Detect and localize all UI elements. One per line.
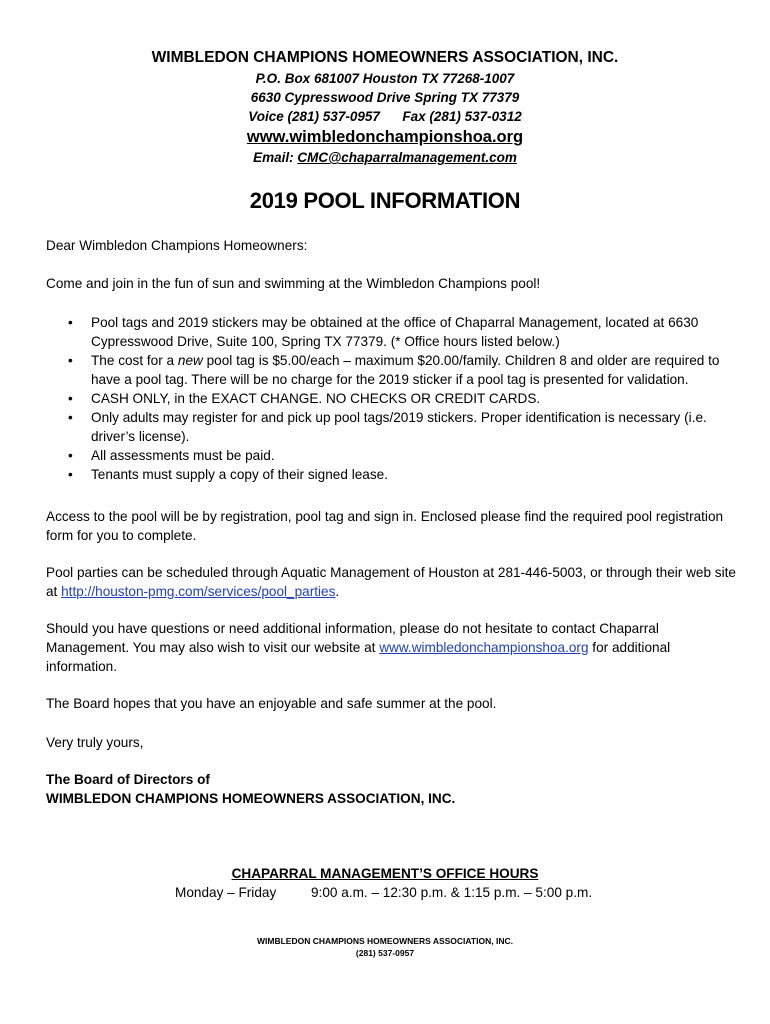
list-item: • All assessments must be paid. [68,448,275,463]
footer-org-name: WIMBLEDON CHAMPIONS HOMEOWNERS ASSOCIATION, INC. [257,936,513,946]
phone-line [0,109,770,124]
bullet-icon: • [68,467,73,482]
list-item: • Only adults may register for and pick up pool tags/2019 stickers. Proper identification is necessary (i.e. driver’s license). [68,410,707,444]
email-label: Email: [253,150,298,165]
board-hope-paragraph: The Board hopes that you have an enjoyable and safe summer at the pool. [46,696,497,711]
bullet-icon: • [68,410,73,425]
website-line [0,128,770,147]
list-item: • CASH ONLY, in the EXACT CHANGE. NO CHECKS OR CREDIT CARDS. [68,391,541,406]
email-link[interactable]: CMC@chaparralmanagement.com [297,150,517,165]
bullet-icon: • [68,315,73,330]
org-name-heading: WIMBLEDON CHAMPIONS HOMEOWNERS ASSOCIATION, INC. [151,49,619,66]
street-address-line: 6630 Cypresswood Drive Spring TX 77379 [250,90,520,105]
email-line [0,150,770,165]
pool-parties-paragraph: Pool parties can be scheduled through Aquatic Management of Houston at 281-446-5003, or through their web site at http://houston-pmg.com/services/pool_parties. [46,565,736,599]
pool-rules-list [46,313,736,484]
signature-line-2: WIMBLEDON CHAMPIONS HOMEOWNERS ASSOCIATION, INC. [46,791,456,806]
bullet-icon: • [68,391,73,406]
emphasis-new: new [177,353,203,368]
office-days: Monday – Friday [175,885,277,900]
closing-line: Very truly yours, [46,735,144,750]
list-item: • Tenants must supply a copy of their signed lease. [68,467,388,482]
po-box-line: P.O. Box 681007 Houston TX 77268-1007 [255,71,515,86]
list-item: • The cost for a new pool tag is $5.00/each – maximum $20.00/family. Children 8 and older are required to have a pool tag. There will be no charge for the 2019 sticker if a pool tag is presented for validation. [68,353,720,387]
access-paragraph: Access to the pool will be by registration, pool tag and sign in. Enclosed please find the required pool registration form for you to complete. [46,509,724,543]
hoa-website-link[interactable]: www.wimbledonchampionshoa.org [379,640,589,655]
voice-number: Voice (281) 537-0957 [248,109,380,124]
pool-parties-link[interactable]: http://houston-pmg.com/services/pool_parties [61,584,336,599]
salutation: Dear Wimbledon Champions Homeowners: [46,238,308,253]
website-link[interactable]: www.wimbledonchampionshoa.org [246,128,524,146]
list-item: • Pool tags and 2019 stickers may be obtained at the office of Chaparral Management, located at 6630 Cypresswood Drive, Suite 100, Spring TX 77379. (* Office hours listed below.) [68,315,699,349]
footer-phone: (281) 537-0957 [355,948,415,958]
fax-number: Fax (281) 537-0312 [402,109,522,124]
questions-paragraph: Should you have questions or need additional information, please do not hesitate to contact Chaparral Management. You may also wish to visit our website at www.wimbledonchampionshoa.org for additional information. [46,621,671,674]
office-times: 9:00 a.m. – 12:30 p.m. & 1:15 p.m. – 5:00 p.m. [311,885,593,900]
office-hours-row [175,885,592,900]
bullet-icon: • [68,353,73,368]
intro-paragraph: Come and join in the fun of sun and swimming at the Wimbledon Champions pool! [46,276,541,291]
bullet-icon: • [68,448,73,463]
signature-line-1: The Board of Directors of [46,772,210,787]
document-title: 2019 POOL INFORMATION [249,188,521,213]
office-hours-title: CHAPARRAL MANAGEMENT’S OFFICE HOURS [231,866,539,881]
